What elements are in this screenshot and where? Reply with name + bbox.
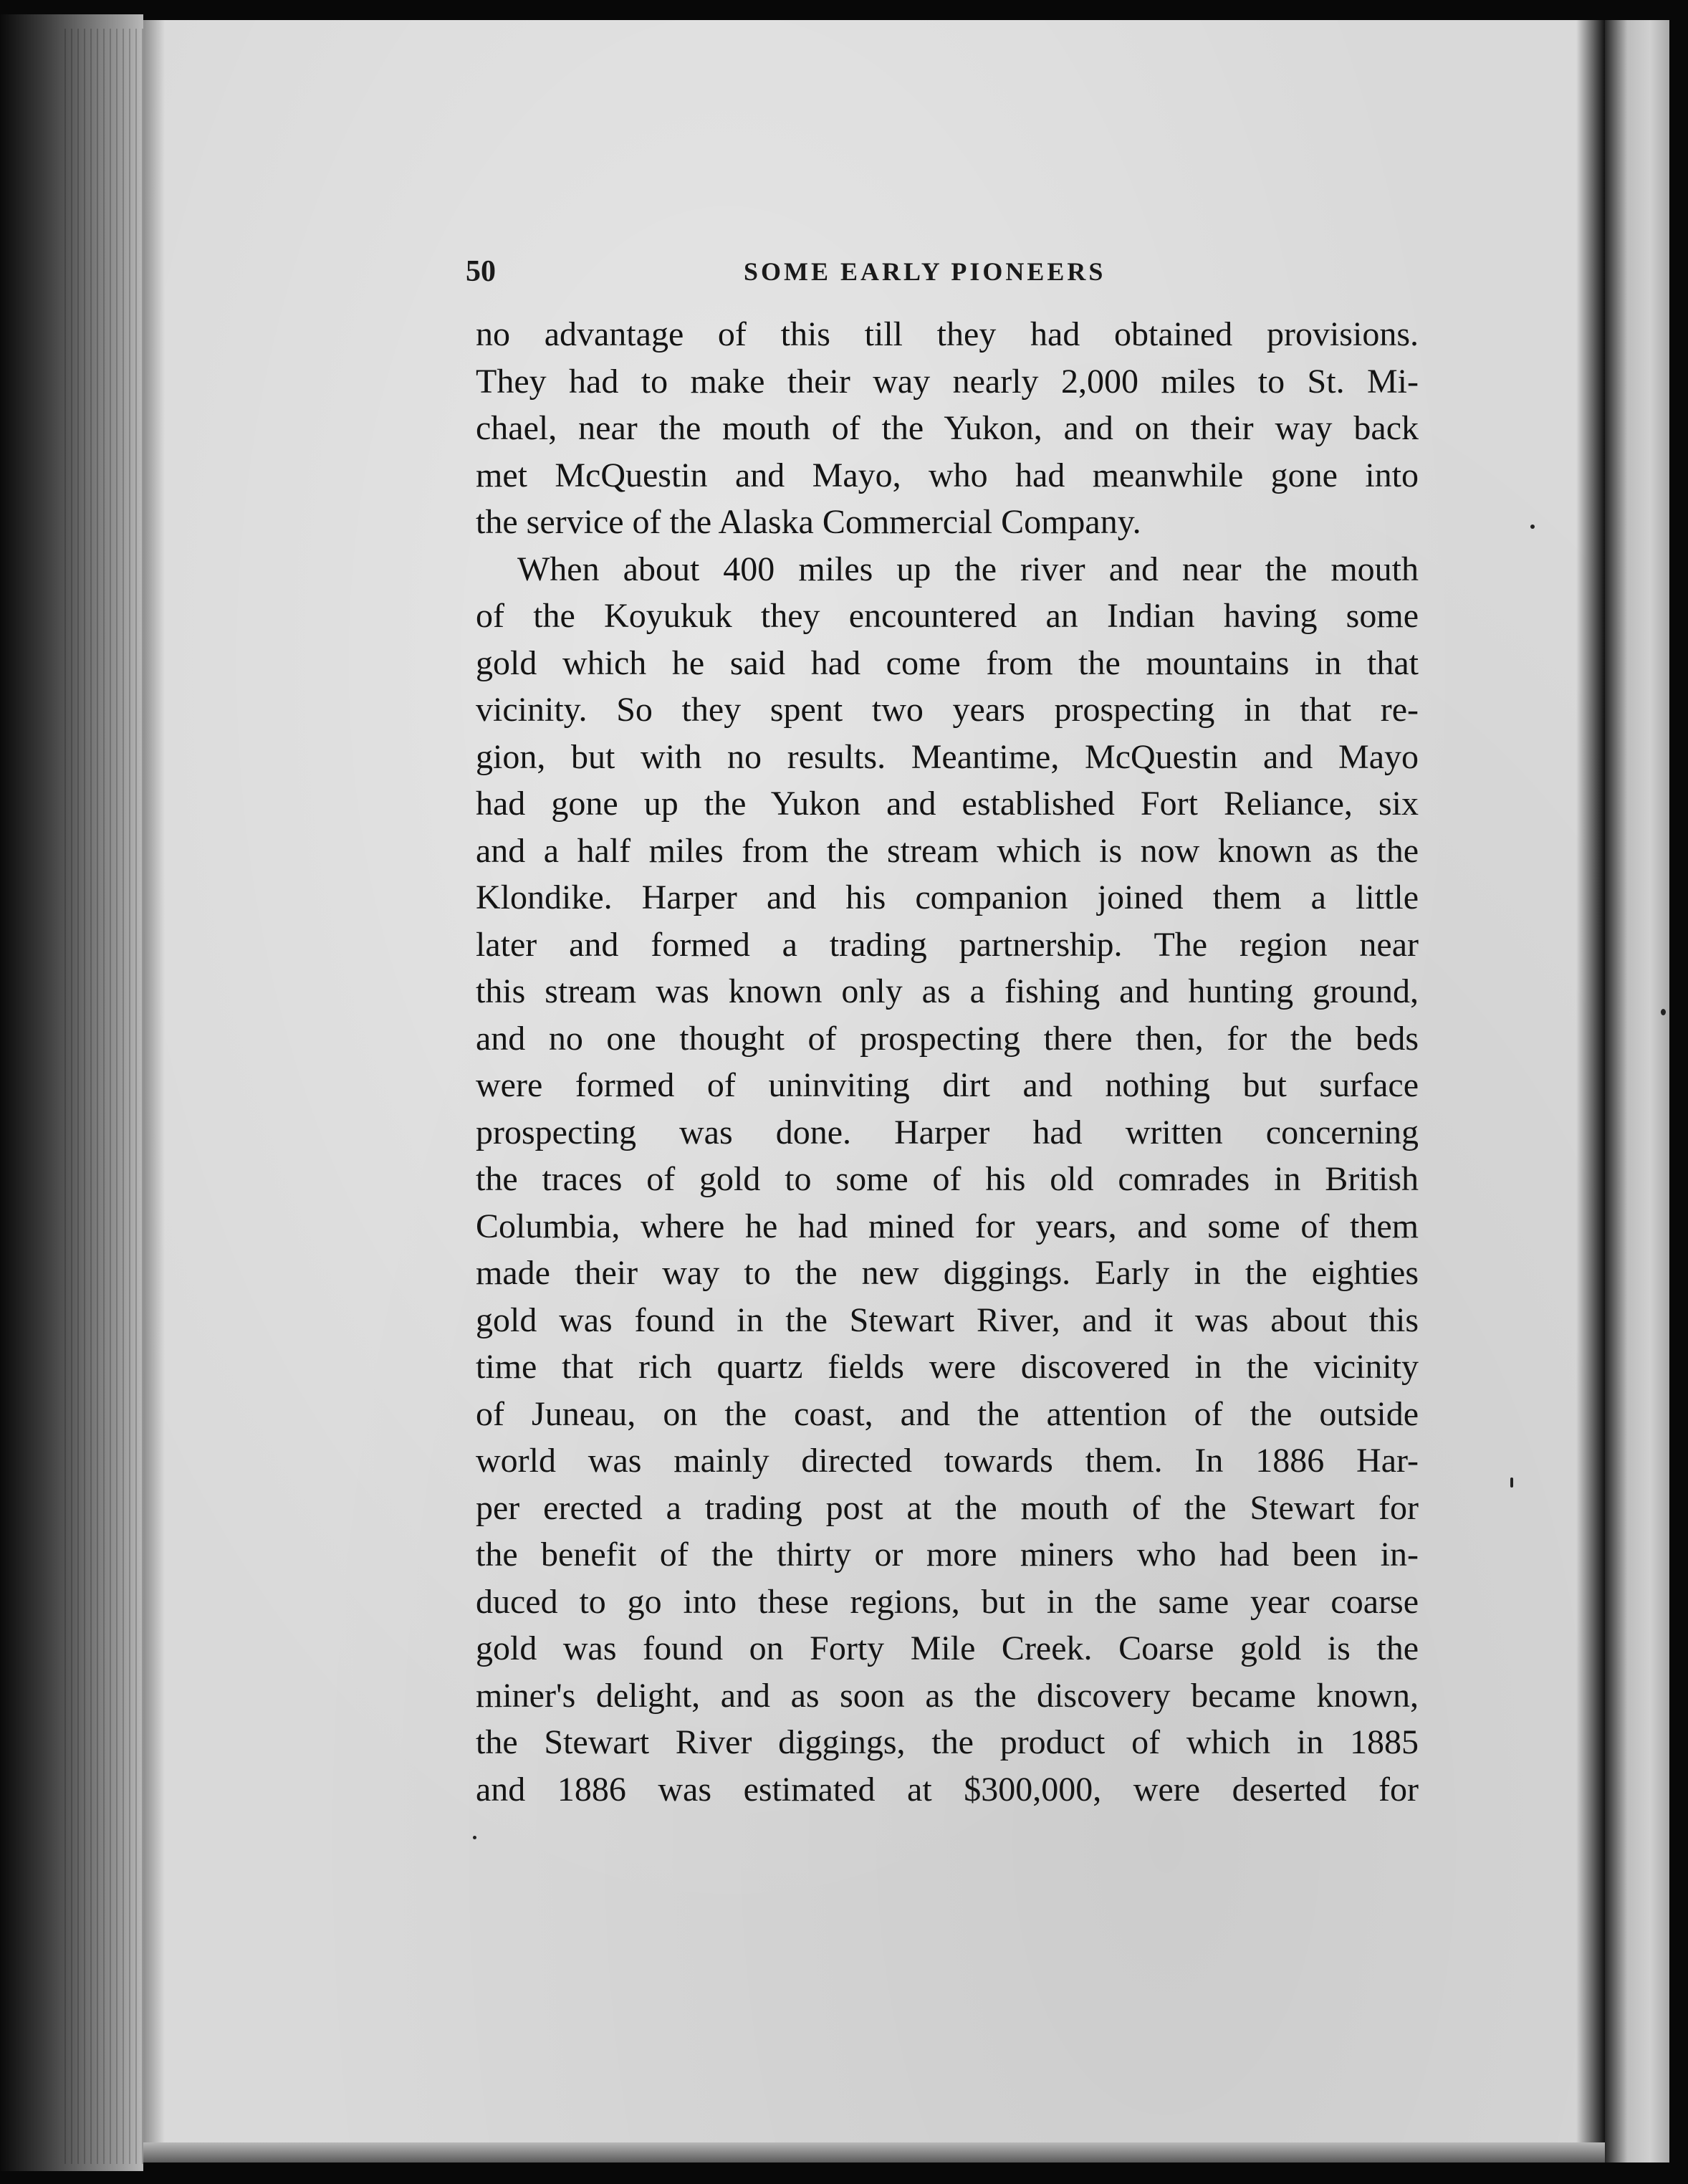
text-line: later and formed a trading partnership. The region near	[476, 925, 1419, 964]
text-line: the benefit of the thirty or more miners who had been in-	[476, 1536, 1419, 1574]
text-line: were formed of uninviting dirt and nothing but surface	[476, 1066, 1419, 1104]
text-line: time that rich quartz fields were discovered in the vicinity	[476, 1348, 1419, 1386]
text-line: the service of the Alaska Commercial Company.	[476, 503, 1141, 541]
page-edges-texture	[64, 29, 143, 2164]
page-number: 50	[466, 255, 496, 288]
text-line: gold which he said had come from the mountains in that	[476, 643, 1419, 682]
body-text	[476, 311, 1419, 1813]
text-line: miner's delight, and as soon as the discovery became known,	[476, 1676, 1419, 1715]
text-line: Klondike. Harper and his companion joined them a little	[476, 878, 1419, 916]
ink-speck	[1510, 1477, 1513, 1488]
text-line: and no one thought of prospecting there then, for the beds	[476, 1019, 1419, 1058]
text-line: made their way to the new diggings. Early in the eighties	[476, 1254, 1419, 1292]
ink-speck	[1661, 1009, 1666, 1015]
ink-speck	[473, 1836, 476, 1839]
text-line: prospecting was done. Harper had written concerning	[476, 1113, 1419, 1151]
text-line: met McQuestin and Mayo, who had meanwhile gone into	[476, 456, 1419, 494]
text-line: per erected a trading post at the mouth of the Stewart for	[476, 1488, 1419, 1527]
facing-page-strip	[1605, 20, 1669, 2163]
text-line: They had to make their way nearly 2,000 miles to St. Mi-	[476, 362, 1419, 401]
text-line: had gone up the Yukon and established Fort Reliance, six	[476, 785, 1419, 823]
text-line: and 1886 was estimated at $300,000, were deserted for	[476, 1770, 1419, 1809]
text-line: the traces of gold to some of his old comrades in British	[476, 1160, 1419, 1198]
text-line: gold was found on Forty Mile Creek. Coarse gold is the	[476, 1629, 1419, 1667]
text-line: duced to go into these regions, but in the same year coarse	[476, 1582, 1419, 1621]
text-line: gold was found in the Stewart River, and it was about this	[476, 1301, 1419, 1339]
page-gutter-shadow	[143, 20, 165, 2163]
text-line: this stream was known only as a fishing and hunting ground,	[476, 972, 1419, 1010]
page-header	[466, 250, 1419, 293]
paragraph-2	[476, 546, 1419, 1814]
text-line: the Stewart River diggings, the product of which in 1885	[476, 1723, 1419, 1761]
text-line: vicinity. So they spent two years prospecting in that re-	[476, 691, 1419, 729]
page-right-shadow	[1576, 20, 1605, 2163]
text-line: and a half miles from the stream which is now known as the	[476, 831, 1419, 870]
running-head: SOME EARLY PIONEERS	[744, 257, 1106, 286]
page-bottom-edge	[143, 2142, 1605, 2163]
text-line: Columbia, where he had mined for years, and some of them	[476, 1207, 1419, 1245]
text-line: of Juneau, on the coast, and the attention of the outside	[476, 1394, 1419, 1433]
text-line: chael, near the mouth of the Yukon, and on their way back	[476, 409, 1419, 447]
paragraph-1	[476, 311, 1419, 546]
ink-speck	[1530, 525, 1535, 529]
text-line: gion, but with no results. Meantime, McQuestin and Mayo	[476, 737, 1419, 776]
text-line: no advantage of this till they had obtained provisions.	[476, 315, 1419, 353]
text-line: world was mainly directed towards them. In 1886 Har-	[476, 1442, 1419, 1480]
text-line: of the Koyukuk they encountered an Indian having some	[476, 597, 1419, 635]
text-line: When about 400 miles up the river and near the mouth	[517, 550, 1419, 588]
